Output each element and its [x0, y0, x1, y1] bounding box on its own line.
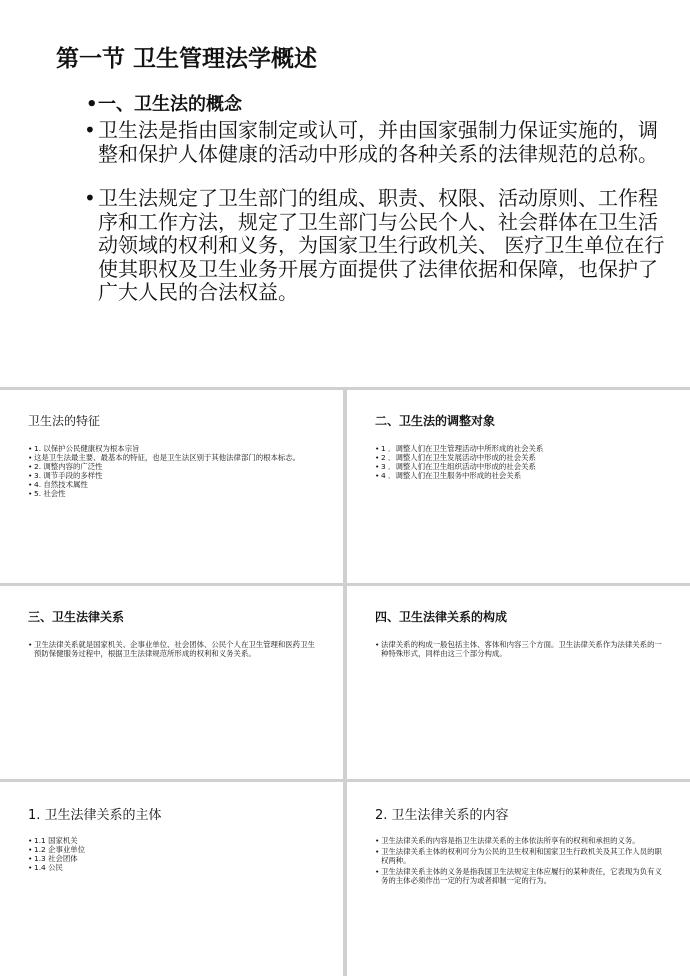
- slide-legal-relations: [0, 586, 343, 779]
- bullet-icon: •: [28, 462, 33, 471]
- list-item-text: 2. 调整内容的广泛性: [34, 462, 103, 471]
- slide-features: [0, 390, 343, 583]
- slide-title: 卫生法的特征: [28, 414, 101, 428]
- list-item: [28, 453, 320, 462]
- slide-title: 二、卫生法的调整对象: [375, 414, 496, 428]
- list-item: [375, 453, 667, 462]
- list-item: [28, 845, 320, 854]
- list-item: [28, 471, 320, 480]
- bullet-item: [86, 119, 666, 166]
- list-item: [28, 489, 320, 498]
- bullet-icon: •: [375, 462, 380, 471]
- slide-subjects: [0, 782, 343, 976]
- list-item: [375, 471, 667, 480]
- bullet-icon: •: [28, 854, 33, 863]
- list-item-text: 卫生法律关系的内容是指卫生法律关系的主体依法所享有的权利和承担的义务。: [381, 836, 640, 845]
- bullet-icon: •: [28, 640, 33, 649]
- list-item-text: 3 ．调整人们在卫生组织活动中形成的社会关系: [381, 462, 536, 471]
- bullet-icon: •: [375, 640, 380, 649]
- slide-title: 2. 卫生法律关系的内容: [375, 808, 509, 823]
- main-slide: [0, 0, 690, 387]
- bullet-text: 卫生法是指由国家制定或认可，并由国家强制力保证实施的，调整和保护人体健康的活动中形成的各种关系的法律规范的总称。: [98, 118, 658, 166]
- bullet-list: [28, 836, 320, 872]
- list-item: [28, 444, 320, 453]
- list-item-text: 1.4 公民: [34, 863, 63, 872]
- bullet-list: [28, 444, 320, 498]
- slide-title: 三、卫生法律关系: [28, 610, 125, 624]
- bullet-icon: •: [28, 471, 33, 480]
- list-item-text: 3. 调节手段的多样性: [34, 471, 103, 480]
- bullet-icon: •: [28, 863, 33, 872]
- bullet-icon: •: [375, 847, 380, 856]
- list-item-text: 1.3 社会团体: [34, 854, 78, 863]
- bullet-icon: •: [28, 489, 33, 498]
- bullet-icon: •: [84, 118, 96, 142]
- list-item: [375, 462, 667, 471]
- bullet-text: 卫生法规定了卫生部门的组成、职责、权限、活动原则、工作程序和工作方法，规定了卫生部门与公民个人、社会群体在卫生活动领域的权利和义务，为国家卫生行政机关、 医疗卫生单位在行使其职权及卫生业务开展方面提供了法律依据和保障，也保护了广大人民的合法权益。: [98, 186, 665, 304]
- bullet-list: [28, 640, 320, 658]
- list-item: [375, 867, 667, 885]
- bullet-icon: •: [84, 186, 96, 210]
- list-item-text: 卫生法律关系就是国家机关、企事业单位、社会团体、公民个人在卫生管理和医药卫生预防保健服务过程中，根据卫生法律规范所形成的权利和义务关系。: [34, 640, 315, 658]
- list-item: [28, 836, 320, 845]
- bullet-icon: •: [375, 471, 380, 480]
- bullet-icon: •: [375, 867, 380, 876]
- bullet-item: [86, 187, 666, 305]
- bullet-icon: •: [28, 836, 33, 845]
- list-item-text: 这是卫生法最主要、最基本的特征，也是卫生法区别于其他法律部门的根本标志。: [34, 453, 301, 462]
- slide-title: 四、卫生法律关系的构成: [375, 610, 508, 624]
- bullet-list: [375, 836, 667, 887]
- list-item-text: 4. 自然技术属性: [34, 480, 88, 489]
- list-item: [375, 640, 667, 658]
- list-item: [28, 854, 320, 863]
- list-item-text: 2 ．调整人们在卫生发展活动中形成的社会关系: [381, 453, 536, 462]
- list-item: [375, 847, 667, 865]
- list-item: [28, 863, 320, 872]
- list-item-text: 4 ．调整人们在卫生服务中形成的社会关系: [381, 471, 522, 480]
- slide-title: 1. 卫生法律关系的主体: [28, 808, 162, 823]
- bullet-icon: •: [375, 836, 380, 845]
- list-item-text: 1.1 国家机关: [34, 836, 78, 845]
- slide-legal-relations-composition: [347, 586, 690, 779]
- bullet-icon: •: [28, 480, 33, 489]
- list-item-text: 1 ．调整人们在卫生管理活动中所形成的社会关系: [381, 444, 544, 453]
- bullet-icon: •: [375, 453, 380, 462]
- list-item: [28, 640, 320, 658]
- bullet-list: [375, 444, 667, 480]
- list-item-text: 1. 以保护公民健康权为根本宗旨: [34, 444, 140, 453]
- list-item-text: 法律关系的构成一般包括主体、客体和内容三个方面。卫生法律关系作为法律关系的一种特殊形式，同样由这三个部分构成。: [381, 640, 662, 658]
- bullet-icon: •: [28, 845, 33, 854]
- slide-content: [347, 782, 690, 976]
- list-item-text: 5. 社会性: [34, 489, 66, 498]
- bullet-list: [375, 640, 667, 658]
- bullet-icon: •: [86, 94, 98, 115]
- section-heading: [86, 90, 242, 116]
- list-item: [375, 836, 667, 845]
- list-item-text: 卫生法律关系主体的权利可分为公民的卫生权利和国家卫生行政机关及其工作人员的职权两种。: [381, 847, 662, 865]
- list-item: [375, 444, 667, 453]
- section-heading-text: 一、卫生法的概念: [98, 94, 242, 115]
- bullet-icon: •: [28, 453, 33, 462]
- bullet-icon: •: [28, 444, 33, 453]
- slide-title: 第一节 卫生管理法学概述: [56, 46, 318, 72]
- list-item-text: 卫生法律关系主体的义务是指我国卫生法规定主体应履行的某种责任，它表现为负有义务的主体必须作出一定的行为或者抑制一定的行为。: [381, 867, 662, 885]
- list-item: [28, 480, 320, 489]
- slide-adjustment-objects: [347, 390, 690, 583]
- bullet-icon: •: [375, 444, 380, 453]
- list-item-text: 1.2 企事业单位: [34, 845, 86, 854]
- list-item: [28, 462, 320, 471]
